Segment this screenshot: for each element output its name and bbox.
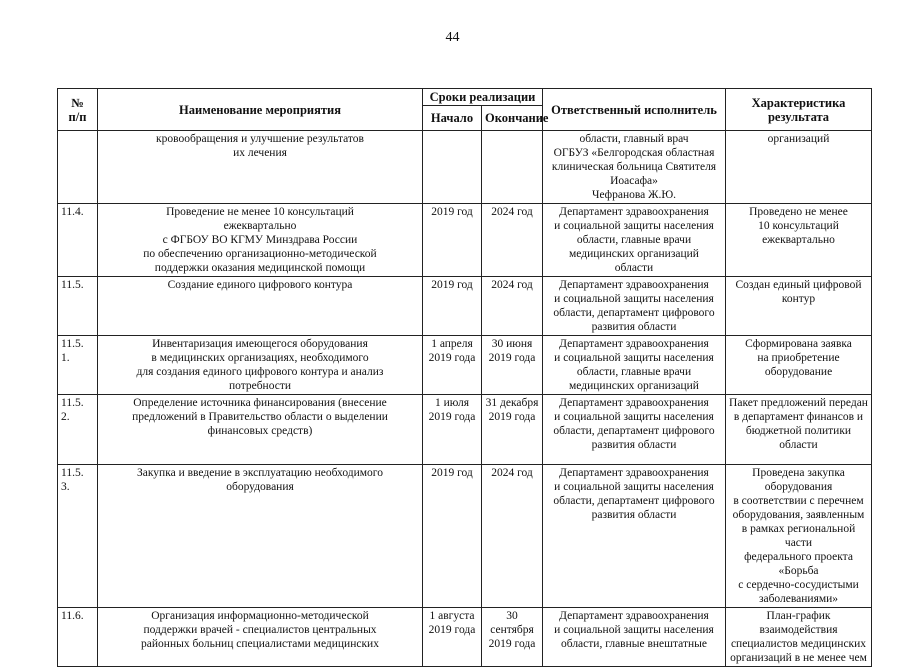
row-name: Определение источника финансирования (внесение предложений в Правительство области о выделении финансовых средств)	[98, 395, 423, 465]
header-num: № п/п	[58, 89, 98, 131]
row-result: организаций	[726, 131, 872, 204]
row-result: Сформирована заявка на приобретение оборудование	[726, 336, 872, 395]
table-row	[58, 608, 872, 667]
row-start	[423, 131, 482, 204]
row-end: 31 декабря 2019 года	[482, 395, 543, 465]
row-end	[482, 131, 543, 204]
table-row	[58, 204, 872, 277]
row-executor: Департамент здравоохранения и социальной защиты населения области, департамент цифрового развития области	[543, 277, 726, 336]
row-num: 11.6.	[58, 608, 98, 667]
row-result: Создан единый цифровой контур	[726, 277, 872, 336]
header-result: Характеристика результата	[726, 89, 872, 131]
table-row	[58, 465, 872, 608]
table-row	[58, 336, 872, 395]
row-start: 1 августа 2019 года	[423, 608, 482, 667]
row-num	[58, 131, 98, 204]
row-executor: Департамент здравоохранения и социальной защиты населения области, главные врачи медицинских организаций области	[543, 204, 726, 277]
row-result: План-график взаимодействия специалистов медицинских организаций в не менее чем	[726, 608, 872, 667]
row-start: 2019 год	[423, 277, 482, 336]
row-name: кровообращения и улучшение результатов их лечения	[98, 131, 423, 204]
row-start: 2019 год	[423, 465, 482, 608]
page-number: 44	[445, 30, 460, 45]
row-end: 2024 год	[482, 465, 543, 608]
row-start: 2019 год	[423, 204, 482, 277]
row-result: Проведено не менее 10 консультаций ежеквартально	[726, 204, 872, 277]
row-name: Организация информационно-методической поддержки врачей - специалистов центральных районных больниц специалистами медицинских	[98, 608, 423, 667]
header-executor: Ответственный исполнитель	[543, 89, 726, 131]
row-end: 30 сентября 2019 года	[482, 608, 543, 667]
table-row	[58, 277, 872, 336]
header-end: Окончание	[482, 106, 543, 131]
row-end: 30 июня 2019 года	[482, 336, 543, 395]
row-name: Создание единого цифрового контура	[98, 277, 423, 336]
row-name: Инвентаризация имеющегося оборудования в медицинских организациях, необходимого для создания единого цифрового контура и анализ потребности	[98, 336, 423, 395]
row-start: 1 июля 2019 года	[423, 395, 482, 465]
table-row	[58, 395, 872, 465]
header-period: Сроки реализации	[423, 89, 543, 106]
row-end: 2024 год	[482, 277, 543, 336]
row-num: 11.5.	[58, 277, 98, 336]
row-result: Проведена закупка оборудования в соответствии с перечнем оборудования, заявленным в рамках региональной части федерального проекта «Борьба с сердечно-сосудистыми заболеваниями»	[726, 465, 872, 608]
table-row	[58, 131, 872, 204]
row-executor: области, главный врач ОГБУЗ «Белгородская областная клиническая больница Святителя Иоасафа» Чефранова Ж.Ю.	[543, 131, 726, 204]
row-executor: Департамент здравоохранения и социальной защиты населения области, департамент цифрового развития области	[543, 395, 726, 465]
row-executor: Департамент здравоохранения и социальной защиты населения области, департамент цифрового развития области	[543, 465, 726, 608]
row-start: 1 апреля 2019 года	[423, 336, 482, 395]
row-name: Закупка и введение в эксплуатацию необходимого оборудования	[98, 465, 423, 608]
row-executor: Департамент здравоохранения и социальной защиты населения области, главные врачи медицинских организаций	[543, 336, 726, 395]
row-name: Проведение не менее 10 консультаций ежеквартально с ФГБОУ ВО КГМУ Минздрава России по обеспечению организационно-методической поддержки оказания медицинской помощи	[98, 204, 423, 277]
row-num: 11.5. 2.	[58, 395, 98, 465]
schedule-table	[57, 88, 872, 667]
table-header-row	[58, 89, 872, 106]
row-executor: Департамент здравоохранения и социальной защиты населения области, главные внештатные	[543, 608, 726, 667]
row-num: 11.4.	[58, 204, 98, 277]
header-name: Наименование мероприятия	[98, 89, 423, 131]
row-end: 2024 год	[482, 204, 543, 277]
row-num: 11.5. 1.	[58, 336, 98, 395]
header-start: Начало	[423, 106, 482, 131]
row-result: Пакет предложений передан в департамент финансов и бюджетной политики области	[726, 395, 872, 465]
row-num: 11.5. 3.	[58, 465, 98, 608]
